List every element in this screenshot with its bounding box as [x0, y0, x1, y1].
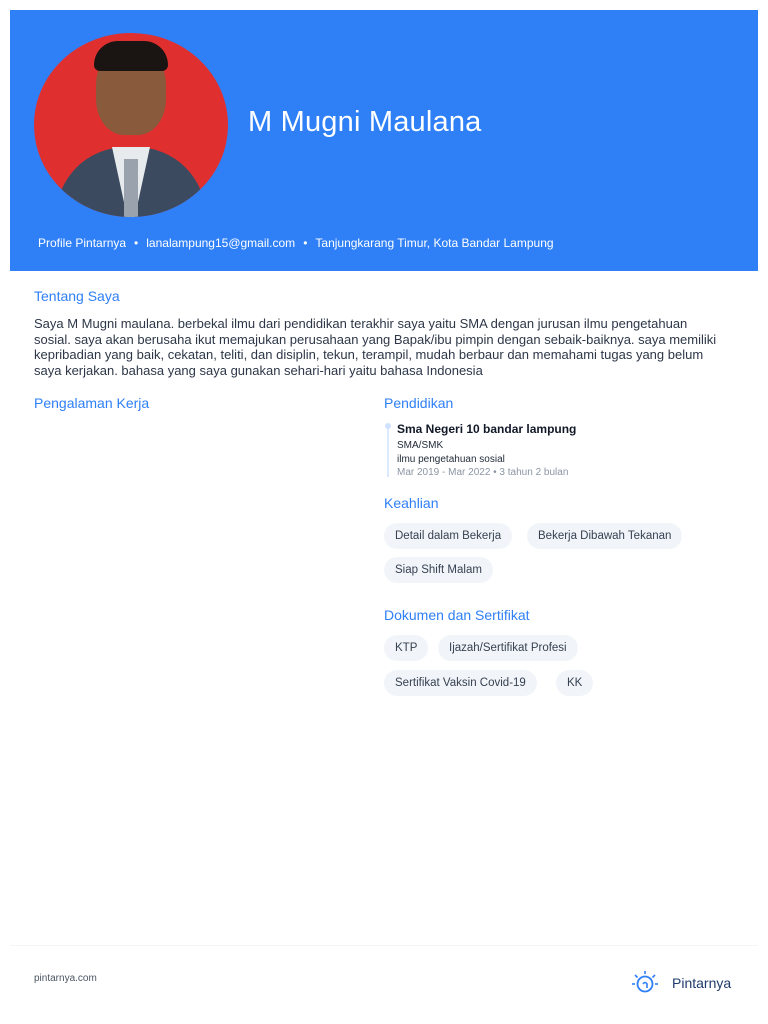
- about-line: saya kerjakan. bahasa yang saya gunakan sehari-hari yaitu bahasa Indonesia: [34, 362, 483, 378]
- location-text: Tanjungkarang Timur, Kota Bandar Lampung: [315, 236, 554, 250]
- profile-name: M Mugni Maulana: [248, 106, 482, 138]
- about-line: Saya M Mugni maulana. berbekal ilmu dari pendidikan terakhir saya yaitu SMA dengan jurusan ilmu pengetahuan: [34, 316, 688, 331]
- about-line: sosial. saya akan berusaha ikut memajukan perusahaan yang Bapak/ibu pimpin dengan sebaik-baiknya. saya memiliki: [34, 331, 717, 347]
- skill-chip: Bekerja Dibawah Tekanan: [527, 523, 682, 549]
- experience-title: Pengalaman Kerja: [34, 395, 150, 411]
- skill-chip: Detail dalam Bekerja: [384, 523, 512, 549]
- education-timeline-line: [387, 425, 389, 477]
- skills-title: Keahlian: [384, 495, 439, 511]
- document-chip: Ijazah/Sertifikat Profesi: [438, 635, 578, 661]
- profile-link[interactable]: Profile Pintarnya: [38, 236, 127, 250]
- email-link[interactable]: lanalampung15@gmail.com: [146, 236, 296, 250]
- education-major: ilmu pengetahuan sosial: [397, 454, 505, 465]
- skill-chip: Siap Shift Malam: [384, 557, 493, 583]
- document-chip: KTP: [384, 635, 428, 661]
- document-chip: Sertifikat Vaksin Covid-19: [384, 670, 537, 696]
- documents-title: Dokumen dan Sertifikat: [384, 607, 530, 623]
- footer-divider: [10, 945, 758, 946]
- contact-line: [38, 236, 554, 250]
- separator-dot: •: [303, 236, 308, 250]
- profile-header: [10, 10, 758, 271]
- education-title: Pendidikan: [384, 395, 454, 411]
- separator-dot: •: [134, 236, 139, 250]
- footer-brand: Pintarnya: [672, 975, 732, 991]
- education-timeline-dot: [385, 423, 391, 429]
- photo-hair: [94, 41, 168, 71]
- education-period: Mar 2019 - Mar 2022 • 3 tahun 2 bulan: [397, 467, 569, 478]
- footer-url[interactable]: pintarnya.com: [34, 973, 97, 984]
- about-text: [34, 316, 736, 378]
- education-level: SMA/SMK: [397, 440, 444, 451]
- education-school: Sma Negeri 10 bandar lampung: [397, 422, 577, 436]
- photo-tie: [124, 159, 138, 217]
- document-chip: KK: [556, 670, 593, 696]
- lightbulb-icon: [631, 969, 659, 997]
- about-line: kepribadian yang baik, cekatan, teliti, dan disiplin, tekun, terampil, mudah berbaur dan memahami tugas yang belum: [34, 347, 704, 363]
- about-title: Tentang Saya: [34, 288, 120, 304]
- profile-photo: [34, 33, 228, 217]
